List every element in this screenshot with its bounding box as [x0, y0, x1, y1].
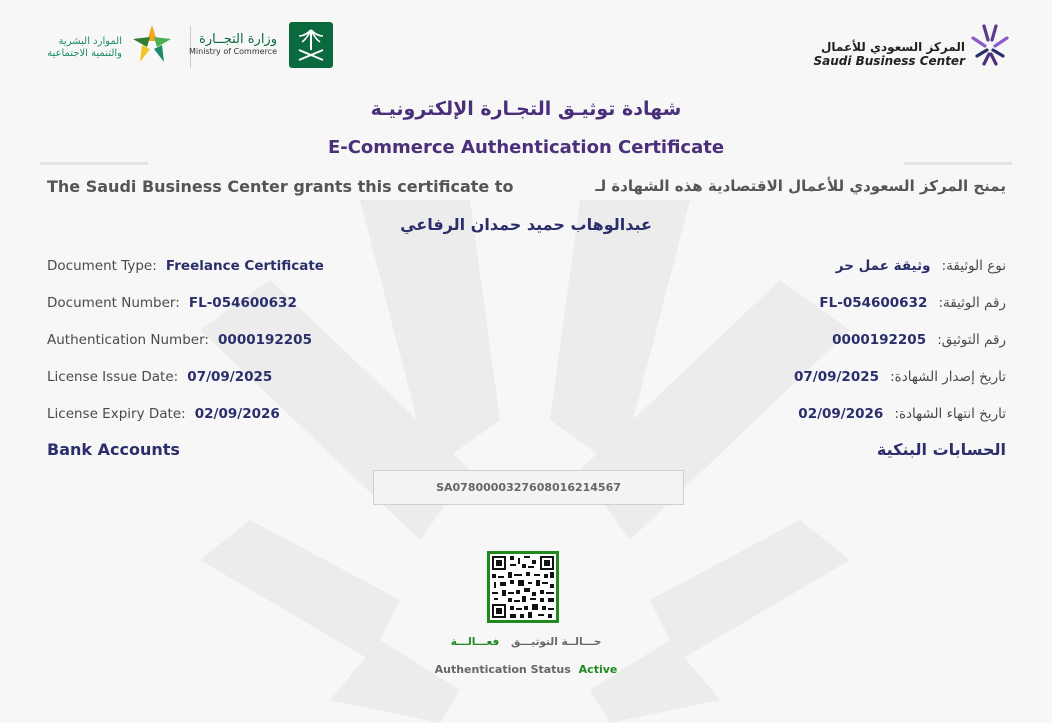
divider-right [904, 162, 1012, 165]
field-label: تاريخ إصدار الشهادة: [890, 369, 1006, 385]
field-en-document-type [47, 255, 324, 274]
grant-text-ar: يمنح المركز السعودي للأعمال الاقتصادية هذه الشهادة لـ [595, 177, 1006, 195]
qr-code-icon [490, 554, 556, 620]
field-en-expiry-date [47, 403, 280, 422]
hr-name-line1: الموارد البشرية [58, 36, 122, 47]
iban-box [373, 470, 684, 505]
moc-name-en: Ministry of Commerce [189, 47, 277, 56]
field-ar-authentication-number [832, 329, 1006, 348]
field-ar-issue-date [794, 366, 1006, 385]
holder-name: عبدالوهاب حميد حمدان الرفاعي [400, 215, 652, 234]
grant-text-en: The Saudi Business Center grants this certificate to [47, 177, 514, 196]
status-value-en: Active [578, 663, 618, 676]
field-label: رقم التوثيق: [937, 332, 1006, 348]
field-value: FL-054600632 [819, 295, 928, 311]
field-label: License Issue Date: [47, 369, 179, 385]
field-ar-document-type [836, 255, 1006, 274]
moc-logo [189, 22, 333, 70]
status-label-ar: حـــالــة التوثيـــق [510, 636, 602, 648]
field-label: تاريخ انتهاء الشهادة: [894, 406, 1006, 422]
field-ar-expiry-date [798, 403, 1006, 422]
field-label: Document Number: [47, 295, 180, 311]
field-value: وثيقة عمل حر [835, 258, 931, 274]
field-value: 02/09/2026 [798, 406, 884, 422]
sbc-star-icon [969, 22, 1011, 68]
field-label: Authentication Number: [47, 332, 209, 348]
field-en-authentication-number [47, 329, 312, 348]
field-label: نوع الوثيقة: [941, 258, 1006, 274]
palm-swords-icon [289, 22, 333, 68]
field-value: Freelance Certificate [165, 258, 324, 274]
field-label: Document Type: [47, 258, 157, 274]
sbc-name-ar: المركز السعودي للأعمال [821, 40, 965, 54]
status-ar [0, 636, 1052, 648]
field-label: License Expiry Date: [47, 406, 186, 422]
sbc-name-en: Saudi Business Center [813, 54, 965, 68]
field-label: رقم الوثيقة: [938, 295, 1006, 311]
bank-accounts-title-en: Bank Accounts [47, 440, 180, 459]
hr-name-line2: والتنمية الاجتماعية [47, 48, 122, 59]
status-value-ar: فعـــالـــة [450, 636, 500, 648]
qr-code[interactable] [487, 551, 559, 623]
title-en: E-Commerce Authentication Certificate [327, 137, 725, 158]
iban-value: SA0780000327608016214567 [436, 481, 621, 494]
field-en-issue-date [47, 366, 272, 385]
field-ar-document-number [819, 292, 1006, 311]
field-value: 02/09/2026 [194, 406, 280, 422]
moc-name-ar: وزارة التجــارة [199, 32, 277, 47]
field-value: 0000192205 [218, 332, 312, 348]
hr-ministry-logo [30, 22, 180, 68]
field-value: 0000192205 [832, 332, 927, 348]
field-value: FL-054600632 [188, 295, 297, 311]
status-en [0, 663, 1052, 676]
bank-accounts-title-ar: الحسابات البنكية [876, 440, 1006, 459]
hr-star-icon [124, 22, 180, 68]
field-value: 07/09/2025 [187, 369, 273, 385]
title-ar: شهادة توثيـق التجـارة الإلكترونيـة [370, 98, 682, 120]
field-value: 07/09/2025 [794, 369, 880, 385]
status-label-en: Authentication Status [434, 663, 571, 676]
sbc-logo [813, 22, 1015, 72]
field-en-document-number [47, 292, 297, 311]
divider-left [40, 162, 148, 165]
